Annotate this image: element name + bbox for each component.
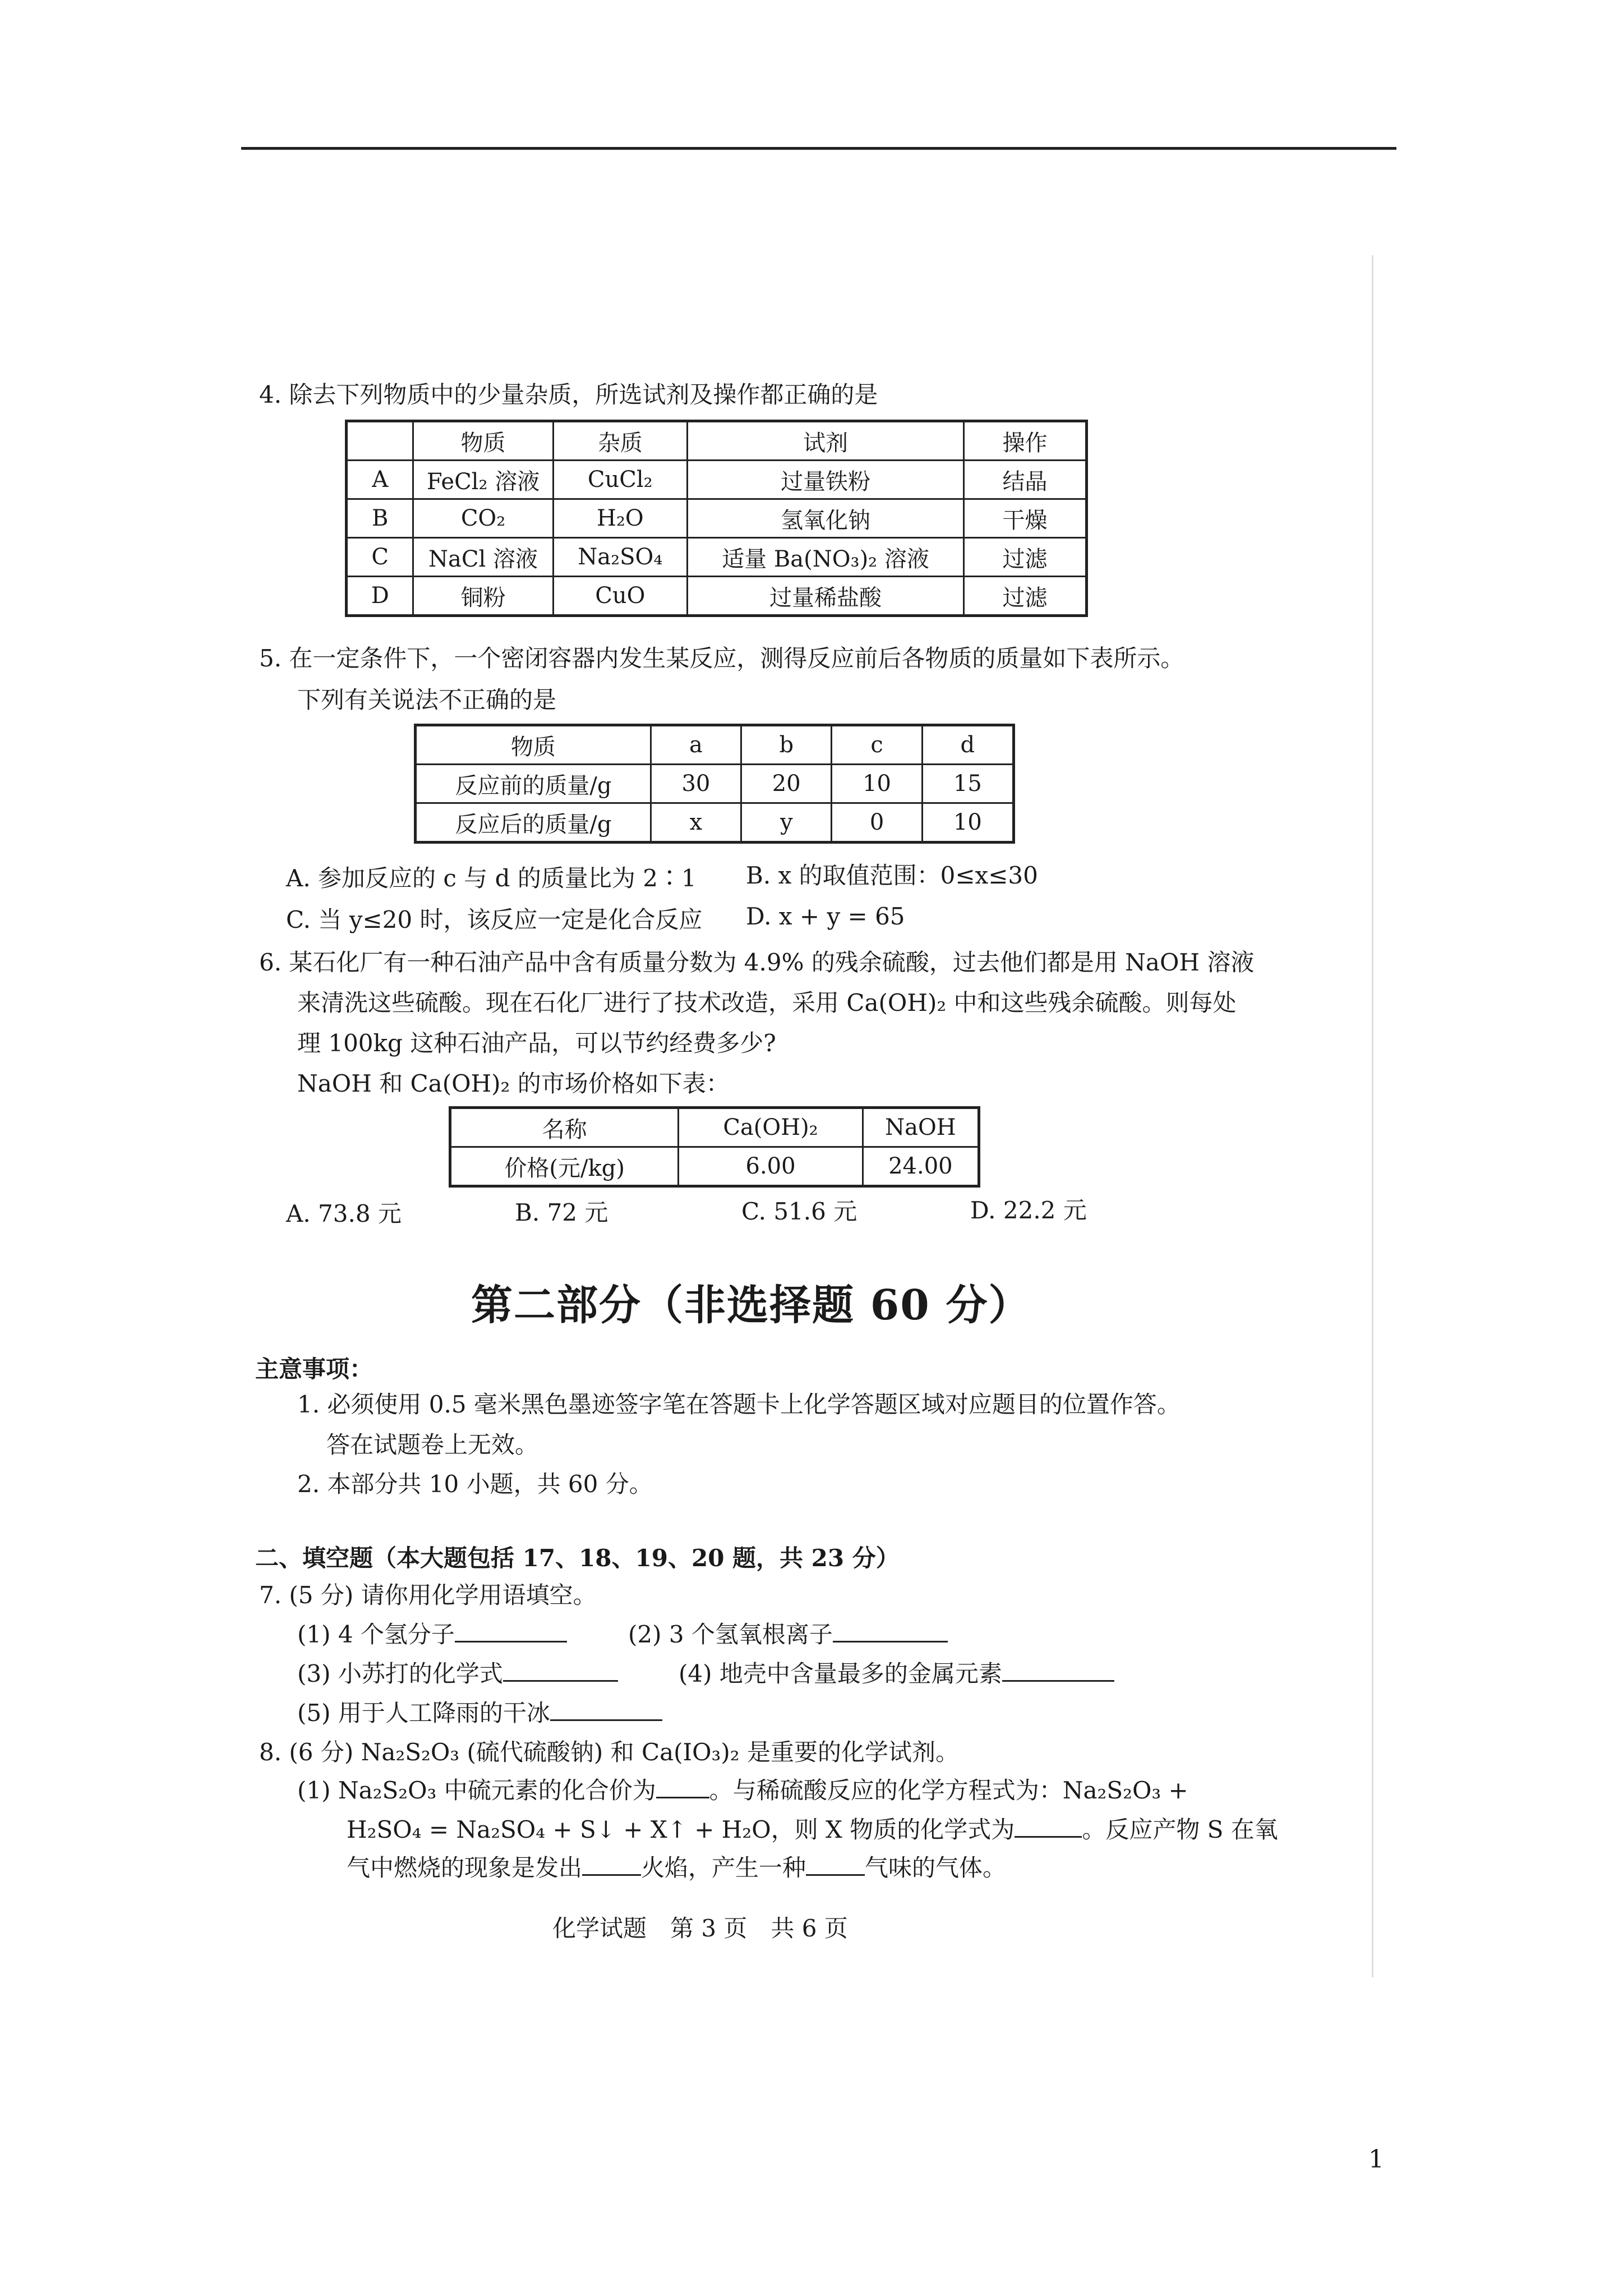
table-cell: 反应后的质量/g <box>416 803 651 843</box>
answer-blank[interactable] <box>550 1719 662 1721</box>
page-footer: 化学试题 第 3 页 共 6 页 <box>552 1915 848 1942</box>
q5-header-cell: c <box>832 725 922 765</box>
notice-item-2: 2. 本部分共 10 小题，共 60 分。 <box>297 1470 653 1498</box>
table-cell: Na₂SO₄ <box>553 538 687 577</box>
table-cell: 适量 Ba(NO₃)₂ 溶液 <box>688 538 964 577</box>
q5-table <box>414 724 1015 844</box>
table-cell: 铜粉 <box>413 577 553 616</box>
table-row <box>347 577 1087 616</box>
table-cell: CO₂ <box>413 499 553 538</box>
q7-part1 <box>297 1620 567 1650</box>
q7-part4 <box>679 1659 1114 1689</box>
table-row <box>450 1147 979 1186</box>
table-cell: 过滤 <box>964 577 1087 616</box>
table-cell: 30 <box>651 765 741 803</box>
table-cell: CuCl₂ <box>553 461 687 499</box>
table-cell: 0 <box>832 803 922 843</box>
table-cell: 15 <box>922 765 1013 803</box>
table-cell: 20 <box>741 765 832 803</box>
q6-line1: 6. 某石化厂有一种石油产品中含有质量分数为 4.9% 的残余硫酸，过去他们都是用 NaOH 溶液 <box>259 949 1255 976</box>
answer-blank[interactable] <box>656 1797 709 1798</box>
q7-part5-label: (5) 用于人工降雨的干冰 <box>297 1699 550 1727</box>
answer-blank[interactable] <box>1015 1836 1082 1838</box>
q6-line4: NaOH 和 Ca(OH)₂ 的市场价格如下表： <box>297 1070 730 1097</box>
q4-stem: 4. 除去下列物质中的少量杂质，所选试剂及操作都正确的是 <box>259 381 878 408</box>
table-cell: D <box>347 577 413 616</box>
table-cell: 6.00 <box>679 1147 863 1186</box>
q4-header-cell: 操作 <box>964 421 1087 461</box>
q8-stem: 8. (6 分) Na₂S₂O₃ (硫代硫酸钠) 和 Ca(IO₃)₂ 是重要的化学试剂。 <box>259 1738 959 1766</box>
table-cell: 干燥 <box>964 499 1087 538</box>
table-cell: 氢氧化钠 <box>688 499 964 538</box>
q4-header-cell <box>347 421 413 461</box>
notice-item-1b: 答在试题卷上无效。 <box>326 1431 539 1458</box>
scan-edge-line <box>1372 255 1373 1977</box>
table-cell: C <box>347 538 413 577</box>
q6-header-cell: NaOH <box>863 1108 979 1147</box>
q4-header-cell: 试剂 <box>688 421 964 461</box>
q5-option-a: A. 参加反应的 c 与 d 的质量比为 2∶1 <box>286 864 697 892</box>
table-row <box>416 765 1014 803</box>
q5-header-cell: a <box>651 725 741 765</box>
q6-header-cell: Ca(OH)₂ <box>679 1108 863 1147</box>
table-cell: x <box>651 803 741 843</box>
table-cell: B <box>347 499 413 538</box>
q8-line3 <box>347 1853 1006 1883</box>
q6-header-row <box>450 1108 979 1147</box>
table-cell: 过滤 <box>964 538 1087 577</box>
q7-stem: 7. (5 分) 请你用化学用语填空。 <box>259 1581 597 1609</box>
fill-section-title: 二、填空题（本大题包括 17、18、19、20 题，共 23 分） <box>255 1544 900 1572</box>
table-cell: 过量铁粉 <box>688 461 964 499</box>
table-cell: FeCl₂ 溶液 <box>413 461 553 499</box>
q5-option-b: B. x 的取值范围：0≤x≤30 <box>746 862 1038 889</box>
answer-blank[interactable] <box>806 1874 865 1876</box>
q8-line1 <box>297 1776 1188 1806</box>
q5-option-c: C. 当 y≤20 时，该反应一定是化合反应 <box>286 906 703 933</box>
answer-blank[interactable] <box>582 1874 641 1876</box>
q6-option-a: A. 73.8 元 <box>286 1200 402 1227</box>
q8-line2-text-a: H₂SO₄ = Na₂SO₄ + S↓ + X↑ + H₂O，则 X 物质的化学式为 <box>347 1816 1015 1843</box>
notice-item-1a: 1. 必须使用 0.5 毫米黑色墨迹签字笔在答题卡上化学答题区域对应题目的位置作答。 <box>297 1391 1181 1418</box>
q6-table <box>449 1106 980 1188</box>
q8-line2 <box>347 1815 1278 1845</box>
q5-stem-line1: 5. 在一定条件下，一个密闭容器内发生某反应，测得反应前后各物质的质量如下表所示。 <box>259 645 1184 672</box>
table-row <box>347 538 1087 577</box>
table-cell: 反应前的质量/g <box>416 765 651 803</box>
notice-title: 主意事项： <box>255 1355 374 1383</box>
q7-part5 <box>297 1699 662 1728</box>
table-cell: CuO <box>553 577 687 616</box>
q4-header-cell: 杂质 <box>553 421 687 461</box>
q4-table <box>345 420 1088 617</box>
table-row <box>416 803 1014 843</box>
q8-line1-text-b: 。与稀硫酸反应的化学方程式为：Na₂S₂O₃ + <box>709 1777 1188 1804</box>
q5-header-cell: d <box>922 725 1013 765</box>
q6-option-b: B. 72 元 <box>515 1199 608 1226</box>
table-cell: 24.00 <box>863 1147 979 1186</box>
answer-blank[interactable] <box>503 1680 618 1682</box>
q7-part3 <box>297 1659 618 1689</box>
q8-line1-text-a: (1) Na₂S₂O₃ 中硫元素的化合价为 <box>297 1777 656 1804</box>
q7-part3-label: (3) 小苏打的化学式 <box>297 1660 503 1687</box>
q5-header-row <box>416 725 1014 765</box>
q7-part4-label: (4) 地壳中含量最多的金属元素 <box>679 1660 1002 1687</box>
table-cell: 价格(元/kg) <box>450 1147 679 1186</box>
q8-line3-text-b: 火焰，产生一种 <box>641 1854 806 1881</box>
q4-header-cell: 物质 <box>413 421 553 461</box>
q6-line2: 来清洗这些硫酸。现在石化厂进行了技术改造，采用 Ca(OH)₂ 中和这些残余硫酸。则每处 <box>297 989 1237 1016</box>
q6-option-c: C. 51.6 元 <box>741 1198 857 1225</box>
table-cell: H₂O <box>553 499 687 538</box>
q8-line3-text-a: 气中燃烧的现象是发出 <box>347 1854 583 1881</box>
table-cell: 10 <box>832 765 922 803</box>
answer-blank[interactable] <box>455 1641 567 1642</box>
table-row <box>347 461 1087 499</box>
answer-blank[interactable] <box>1002 1680 1114 1682</box>
q5-option-d: D. x + y = 65 <box>746 903 905 930</box>
header-rule <box>241 147 1396 150</box>
q8-line3-text-c: 气味的气体。 <box>865 1854 1007 1881</box>
part2-title: 第二部分（非选择题 60 分） <box>471 1281 1031 1329</box>
table-cell: 结晶 <box>964 461 1087 499</box>
table-cell: 过量稀盐酸 <box>688 577 964 616</box>
table-cell: y <box>741 803 832 843</box>
q6-option-d: D. 22.2 元 <box>970 1197 1087 1224</box>
table-cell: 10 <box>922 803 1013 843</box>
table-cell: NaCl 溶液 <box>413 538 553 577</box>
q5-header-cell: 物质 <box>416 725 651 765</box>
q6-header-cell: 名称 <box>450 1108 679 1147</box>
q7-part2 <box>628 1620 948 1650</box>
q7-part1-label: (1) 4 个氢分子 <box>297 1621 455 1648</box>
q5-header-cell: b <box>741 725 832 765</box>
table-row <box>347 499 1087 538</box>
answer-blank[interactable] <box>833 1641 948 1642</box>
q8-line2-text-b: 。反应产物 S 在氧 <box>1082 1816 1278 1843</box>
q5-stem-line2: 下列有关说法不正确的是 <box>297 686 557 714</box>
page-number: 1 <box>1368 2145 1384 2174</box>
q6-line3: 理 100kg 这种石油产品，可以节约经费多少? <box>297 1029 776 1057</box>
q4-header-row <box>347 421 1087 461</box>
table-cell: A <box>347 461 413 499</box>
q7-part2-label: (2) 3 个氢氧根离子 <box>628 1621 833 1648</box>
